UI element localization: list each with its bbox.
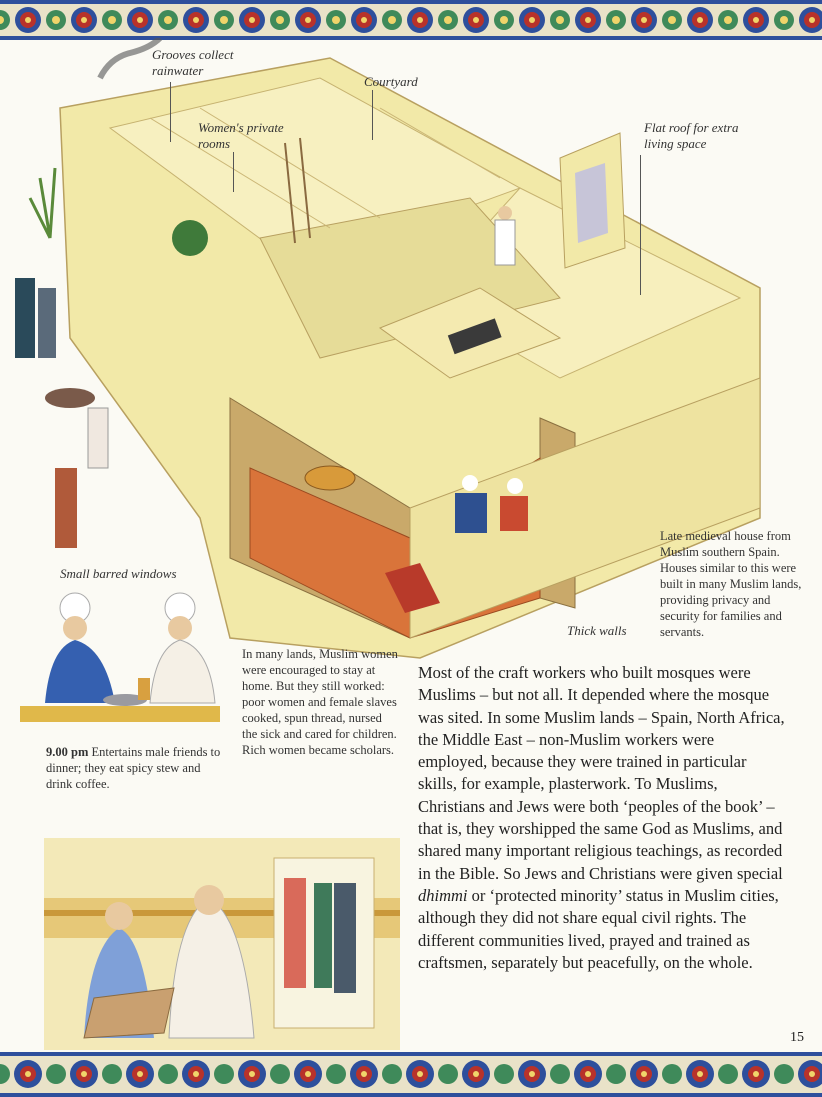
dinner-caption — [46, 744, 226, 792]
small-windows-label: Small barred windows — [60, 566, 177, 581]
leader-line — [372, 90, 373, 140]
body-text-part2: or ‘protected minority’ status in Muslim cities, although they did not share equal civil rights. The different communities lived, prayed and trained as craftsmen, separately but peacefully, on the whole. — [418, 885, 779, 972]
women-caption: In many lands, Muslim women were encouraged to stay at home. But they still worked: poor women and female slaves cooked, spun thread, nursed the sick and cared for children. Rich women became scholars. — [242, 647, 398, 757]
bottom-tile-border — [0, 1052, 822, 1097]
top-tile-border — [0, 0, 822, 40]
leader-line — [170, 82, 171, 142]
tile-border-pattern-icon — [0, 0, 822, 40]
flat-roof-label: Flat roof for extra living space — [644, 120, 739, 151]
courtyard-label: Courtyard — [364, 74, 418, 89]
house-caption: Late medieval house from Muslim southern Spain. Houses similar to this were built in many Muslim lands, providing privacy and security for families and servants. — [660, 529, 802, 639]
page-number: 15 — [790, 1030, 804, 1045]
dinner-text: Entertains male friends to dinner; they eat spicy stew and drink coffee. — [46, 745, 221, 791]
body-paragraph — [418, 662, 786, 974]
dinner-illustration — [20, 588, 220, 728]
body-text-part1: Most of the craft workers who built mosques were Muslims – but not all. It depended where the mosque was sited. In some Muslim lands – Spain, North Africa, the Middle East – non-Muslim workers were employed, because they were trained in particular skills, for example, plasterwork. To Muslims, Christians and Jews were both ‘peoples of the book’ – that is, they worshipped the same God as Muslims, and shared many important religious teachings, as recorded in the Bible. So Jews and Christians were given special — [418, 663, 785, 883]
tile-border-pattern-icon — [0, 1052, 822, 1097]
womens-rooms-label: Women's private rooms — [198, 120, 284, 151]
grooves-label: Grooves collect rainwater — [152, 47, 234, 78]
thick-walls-label: Thick walls — [567, 623, 627, 638]
leader-line — [640, 155, 641, 295]
dinner-time: 9.00 pm — [46, 745, 89, 759]
women-illustration — [44, 838, 400, 1050]
body-text-italic: dhimmi — [418, 885, 468, 905]
leader-line — [233, 152, 234, 192]
